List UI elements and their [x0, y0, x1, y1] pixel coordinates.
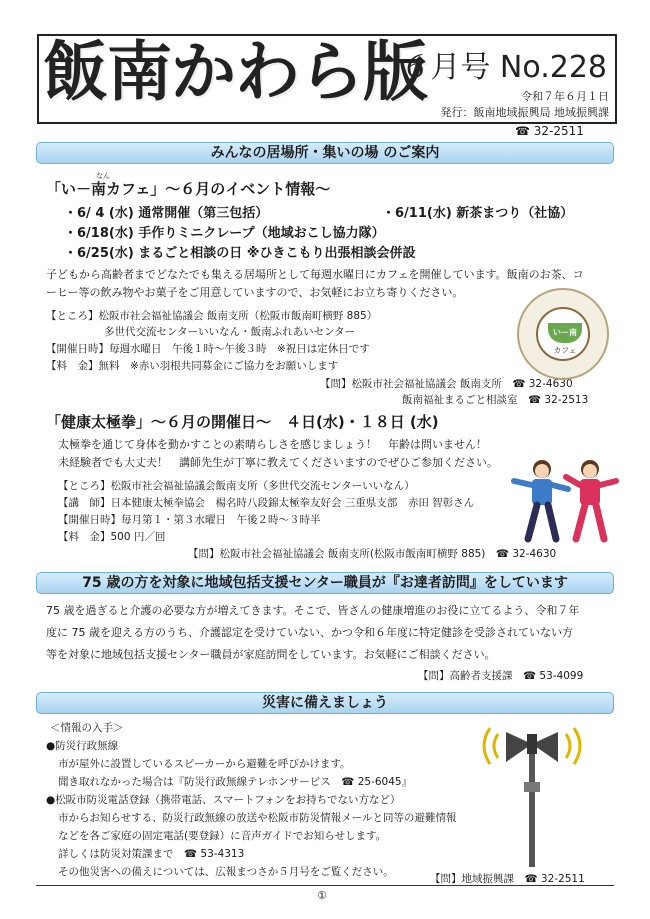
taichi-datetime: 【開催日時】毎月第１・第３水曜日 午後２時～３時半: [58, 514, 321, 526]
cafe-title: 「い－南カフェ」～６月のイベント情報～: [46, 180, 331, 198]
page-number: ①: [317, 889, 327, 902]
issue-date: 令和７年６月１日: [521, 90, 609, 103]
cafe-datetime: 【開催日時】毎週水曜日 午後１時～午後３時 ※祝日は定休日です: [46, 343, 370, 355]
taichi-place: 【ところ】松阪市社会福祉協議会飯南支所（多世代交流センターいいなん）: [58, 480, 415, 492]
loudspeaker-icon: [478, 722, 588, 872]
disaster-text: 詳しくは防災対策課まで ☎ 53-4313: [58, 848, 245, 860]
taichi-teacher: 【講 師】日本健康太極拳協会 楊名時八段錦太極拳友好会 三重県支部 赤田 智彰さん: [58, 497, 475, 509]
footer-rule: [36, 885, 614, 886]
visit-contact: 【問】高齢者支援課 ☎ 53-4099: [418, 670, 584, 682]
cafe-logo-inner: [536, 307, 590, 361]
disaster-text: ●松阪市防災電話登録（携帯電話、スマートフォンをお持ちでない方など）: [46, 794, 401, 806]
cafe-event: ・6/18(水) 手作りミニクレープ（地域おこし協力隊）: [64, 226, 385, 241]
ruby-nan: なん: [96, 172, 110, 180]
taichi-contact: 【問】松阪市社会福祉協議会 飯南支所(松阪市飯南町横野 885) ☎ 32-4630: [188, 548, 557, 560]
section-heading-visit: 75 歳の方を対象に地域包括支援センター職員が『お達者訪問』をしています: [36, 572, 614, 594]
disaster-text: 市が屋外に設置しているスピーカーから避難を呼びかけます。: [58, 758, 351, 770]
taichi-fee: 【料 金】500 円／回: [58, 531, 166, 543]
cafe-event: ・6/11(水) 新茶まつり（社協）: [382, 206, 574, 221]
visit-text: 75 歳を過ぎると介護の必要な方が増えてきます。そこで、皆さんの健康増進のお役に立てるよう、令和７年: [46, 604, 580, 617]
cafe-logo-top-text: い－南: [553, 328, 577, 337]
disaster-text: ●防災行政無線: [46, 740, 119, 752]
cafe-event: ・6/ 4 (水) 通常開催（第三包括）: [64, 206, 269, 221]
publisher-tel: ☎ 32-2511: [515, 124, 584, 138]
taichi-people-illustration: [510, 455, 620, 545]
taichi-description: 太極拳を通じて身体を動かすことの素晴らしさを感じましょう！ 年齢は問いません！: [58, 438, 487, 451]
issue-number: ６月号 No.228: [400, 50, 607, 85]
disaster-text: ＜情報の入手＞: [50, 722, 124, 734]
cafe-logo-bottom-text: カフェ: [553, 346, 577, 355]
cafe-place: 【ところ】松阪市社会福祉協議会 飯南支所（松阪市飯南町横野 885）: [46, 310, 378, 322]
cafe-contact: 【問】松阪市社会福祉協議会 飯南支所 ☎ 32-4630: [320, 378, 573, 390]
publisher: 発行：飯南地域振興局 地域振興課: [440, 106, 609, 119]
disaster-text: 市からお知らせする、防災行政無線の放送や松阪市防災情報メールと同等の避難情報: [58, 812, 457, 824]
section-heading-gathering: みんなの居場所・集いの場 のご案内: [36, 142, 614, 164]
cafe-logo: [517, 288, 609, 380]
cafe-place-2: 多世代交流センターいいなん・飯南ふれあいセンター: [104, 326, 356, 338]
taichi-title: 「健康太極拳」～６月の開催日～ ４日(水)・１８日 (水): [46, 413, 439, 431]
cafe-contact-2: 飯南福祉まるごと相談室 ☎ 32-2513: [402, 394, 589, 406]
disaster-text: 聞き取れなかった場合は『防災行政無線テレホンサービス ☎ 25-6045』: [58, 776, 413, 788]
section-heading-disaster: 災害に備えましょう: [36, 692, 614, 714]
cafe-description: 子どもから高齢者までどなたでも集える居場所として毎週水曜日にカフェを開催しています。飯南のお茶、コ: [46, 268, 584, 281]
cafe-event: ・6/25(水) まるごと相談の日 ※ひきこもり出張相談会併設: [64, 246, 416, 261]
cafe-fee: 【料 金】無料 ※赤い羽根共同募金にご協力をお願いします: [46, 360, 339, 372]
newsletter-title: 飯南かわら版: [43, 35, 428, 110]
disaster-text: などを各ご家庭の固定電話(要登録）に音声ガイドでお知らせします。: [58, 830, 387, 842]
disaster-contact: 【問】地域振興課 ☎ 32-2511: [430, 873, 585, 885]
visit-text: 等を対象に地域包括支援センター職員が家庭訪問をしています。お気軽にご相談ください。: [46, 648, 496, 661]
masthead: [37, 34, 617, 132]
visit-text: 度に 75 歳を迎える方のうち、介護認定を受けていない、かつ令和６年度に特定健診を受診されていない方: [46, 626, 573, 639]
cafe-description: ーヒー等の飲み物やお菓子をご用意していますので、お気軽にお立ち寄りください。: [46, 286, 464, 299]
taichi-description: 未経験者でも大丈夫！ 講師先生が丁寧に教えてくださいますのでぜひご参加ください。: [58, 456, 498, 469]
disaster-text: その他災害への備えについては、広報まつさか５月号をご覧ください。: [58, 866, 394, 878]
